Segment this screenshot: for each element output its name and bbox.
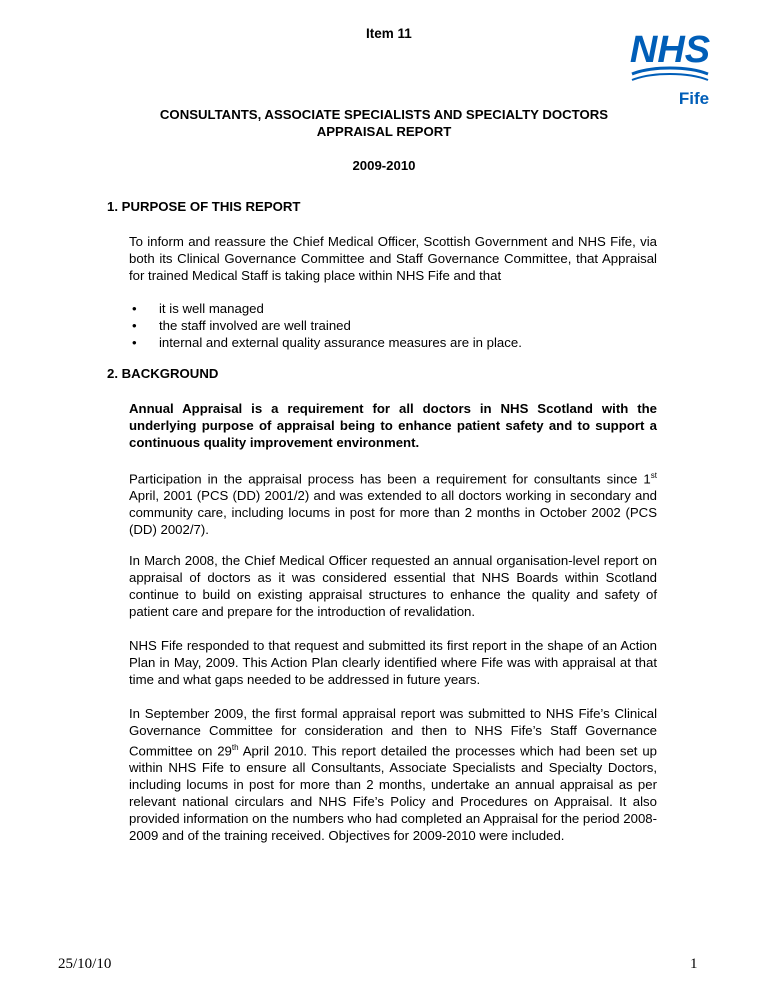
- section1-bullet-list: [129, 300, 522, 351]
- section1-heading: 1. PURPOSE OF THIS REPORT: [107, 199, 301, 214]
- section2-paragraph-3: NHS Fife responded to that request and submitted its first report in the shape of an Action Plan in May, 2009. This Action Plan clearly identified where Fife was with appraisal at that time and what gaps needed to be addressed in future years.: [129, 638, 657, 687]
- page-number: 1: [690, 956, 698, 972]
- title-line2: APPRAISAL REPORT: [316, 124, 452, 139]
- section1-intro: To inform and reassure the Chief Medical Officer, Scottish Government and NHS Fife, via both its Clinical Governance Committee and Staff Governance Committee, that Appraisal for trained Medical Staff is taking place within NHS Fife and that: [129, 234, 657, 283]
- section2-paragraph-1: Participation in the appraisal process has been a requirement for consultants since 1st April, 2001 (PCS (DD) 2001/2) and was extended to all doctors working in secondary and community care, including locums in post for more than 2 months in October 2002 (PCS (DD) 2002/7).: [129, 471, 657, 538]
- section2-paragraph-4: In September 2009, the first formal appraisal report was submitted to NHS Fife’s Clinical Governance Committee for consideration and then to NHS Fife’s Staff Governance Committee on 29th April 2010. This report detailed the processes which had been set up within NHS Fife to ensure all Consultants, Associate Specialists and Specialty Doctors, including locums in post for more than 2 months, undertake an annual appraisal as per relevant national circulars and NHS Fife’s Policy and Procedures on Appraisal. It also provided information on the numbers who had completed an Appraisal for the period 2008-2009 and of the training received. Objectives for 2009-2010 were included.: [129, 706, 658, 844]
- bullet-icon: •: [132, 318, 137, 333]
- bullet-icon: •: [132, 335, 137, 350]
- section2-paragraph-2: In March 2008, the Chief Medical Officer requested an annual organisation-level report on appraisal of doctors as it was considered essential that NHS Boards within Scotland continue to build on existing appraisal structures to enhance the quality and safety of patient care and prepare for the introduction of revalidation.: [129, 553, 657, 619]
- list-item: • internal and external quality assurance measures are in place.: [132, 335, 522, 350]
- list-item: • it is well managed: [132, 301, 264, 316]
- title-year: 2009-2010: [352, 158, 416, 173]
- title-line1: CONSULTANTS, ASSOCIATE SPECIALISTS AND SPECIALTY DOCTORS: [159, 107, 609, 122]
- section2-heading: 2. BACKGROUND: [107, 366, 219, 381]
- item-label: Item 11: [366, 26, 412, 41]
- bullet-icon: •: [132, 301, 137, 316]
- nhs-logo-icon: [626, 24, 714, 108]
- logo-bottom-text: Fife: [678, 89, 710, 108]
- list-item: • the staff involved are well trained: [132, 318, 351, 333]
- section2-bold-paragraph: Annual Appraisal is a requirement for all doctors in NHS Scotland with the underlying purpose of appraisal being to enhance patient safety and to support a continuous quality improvement environment.: [129, 401, 657, 450]
- footer-date: 25/10/10: [58, 956, 112, 972]
- logo-top-text: NHS: [629, 29, 711, 71]
